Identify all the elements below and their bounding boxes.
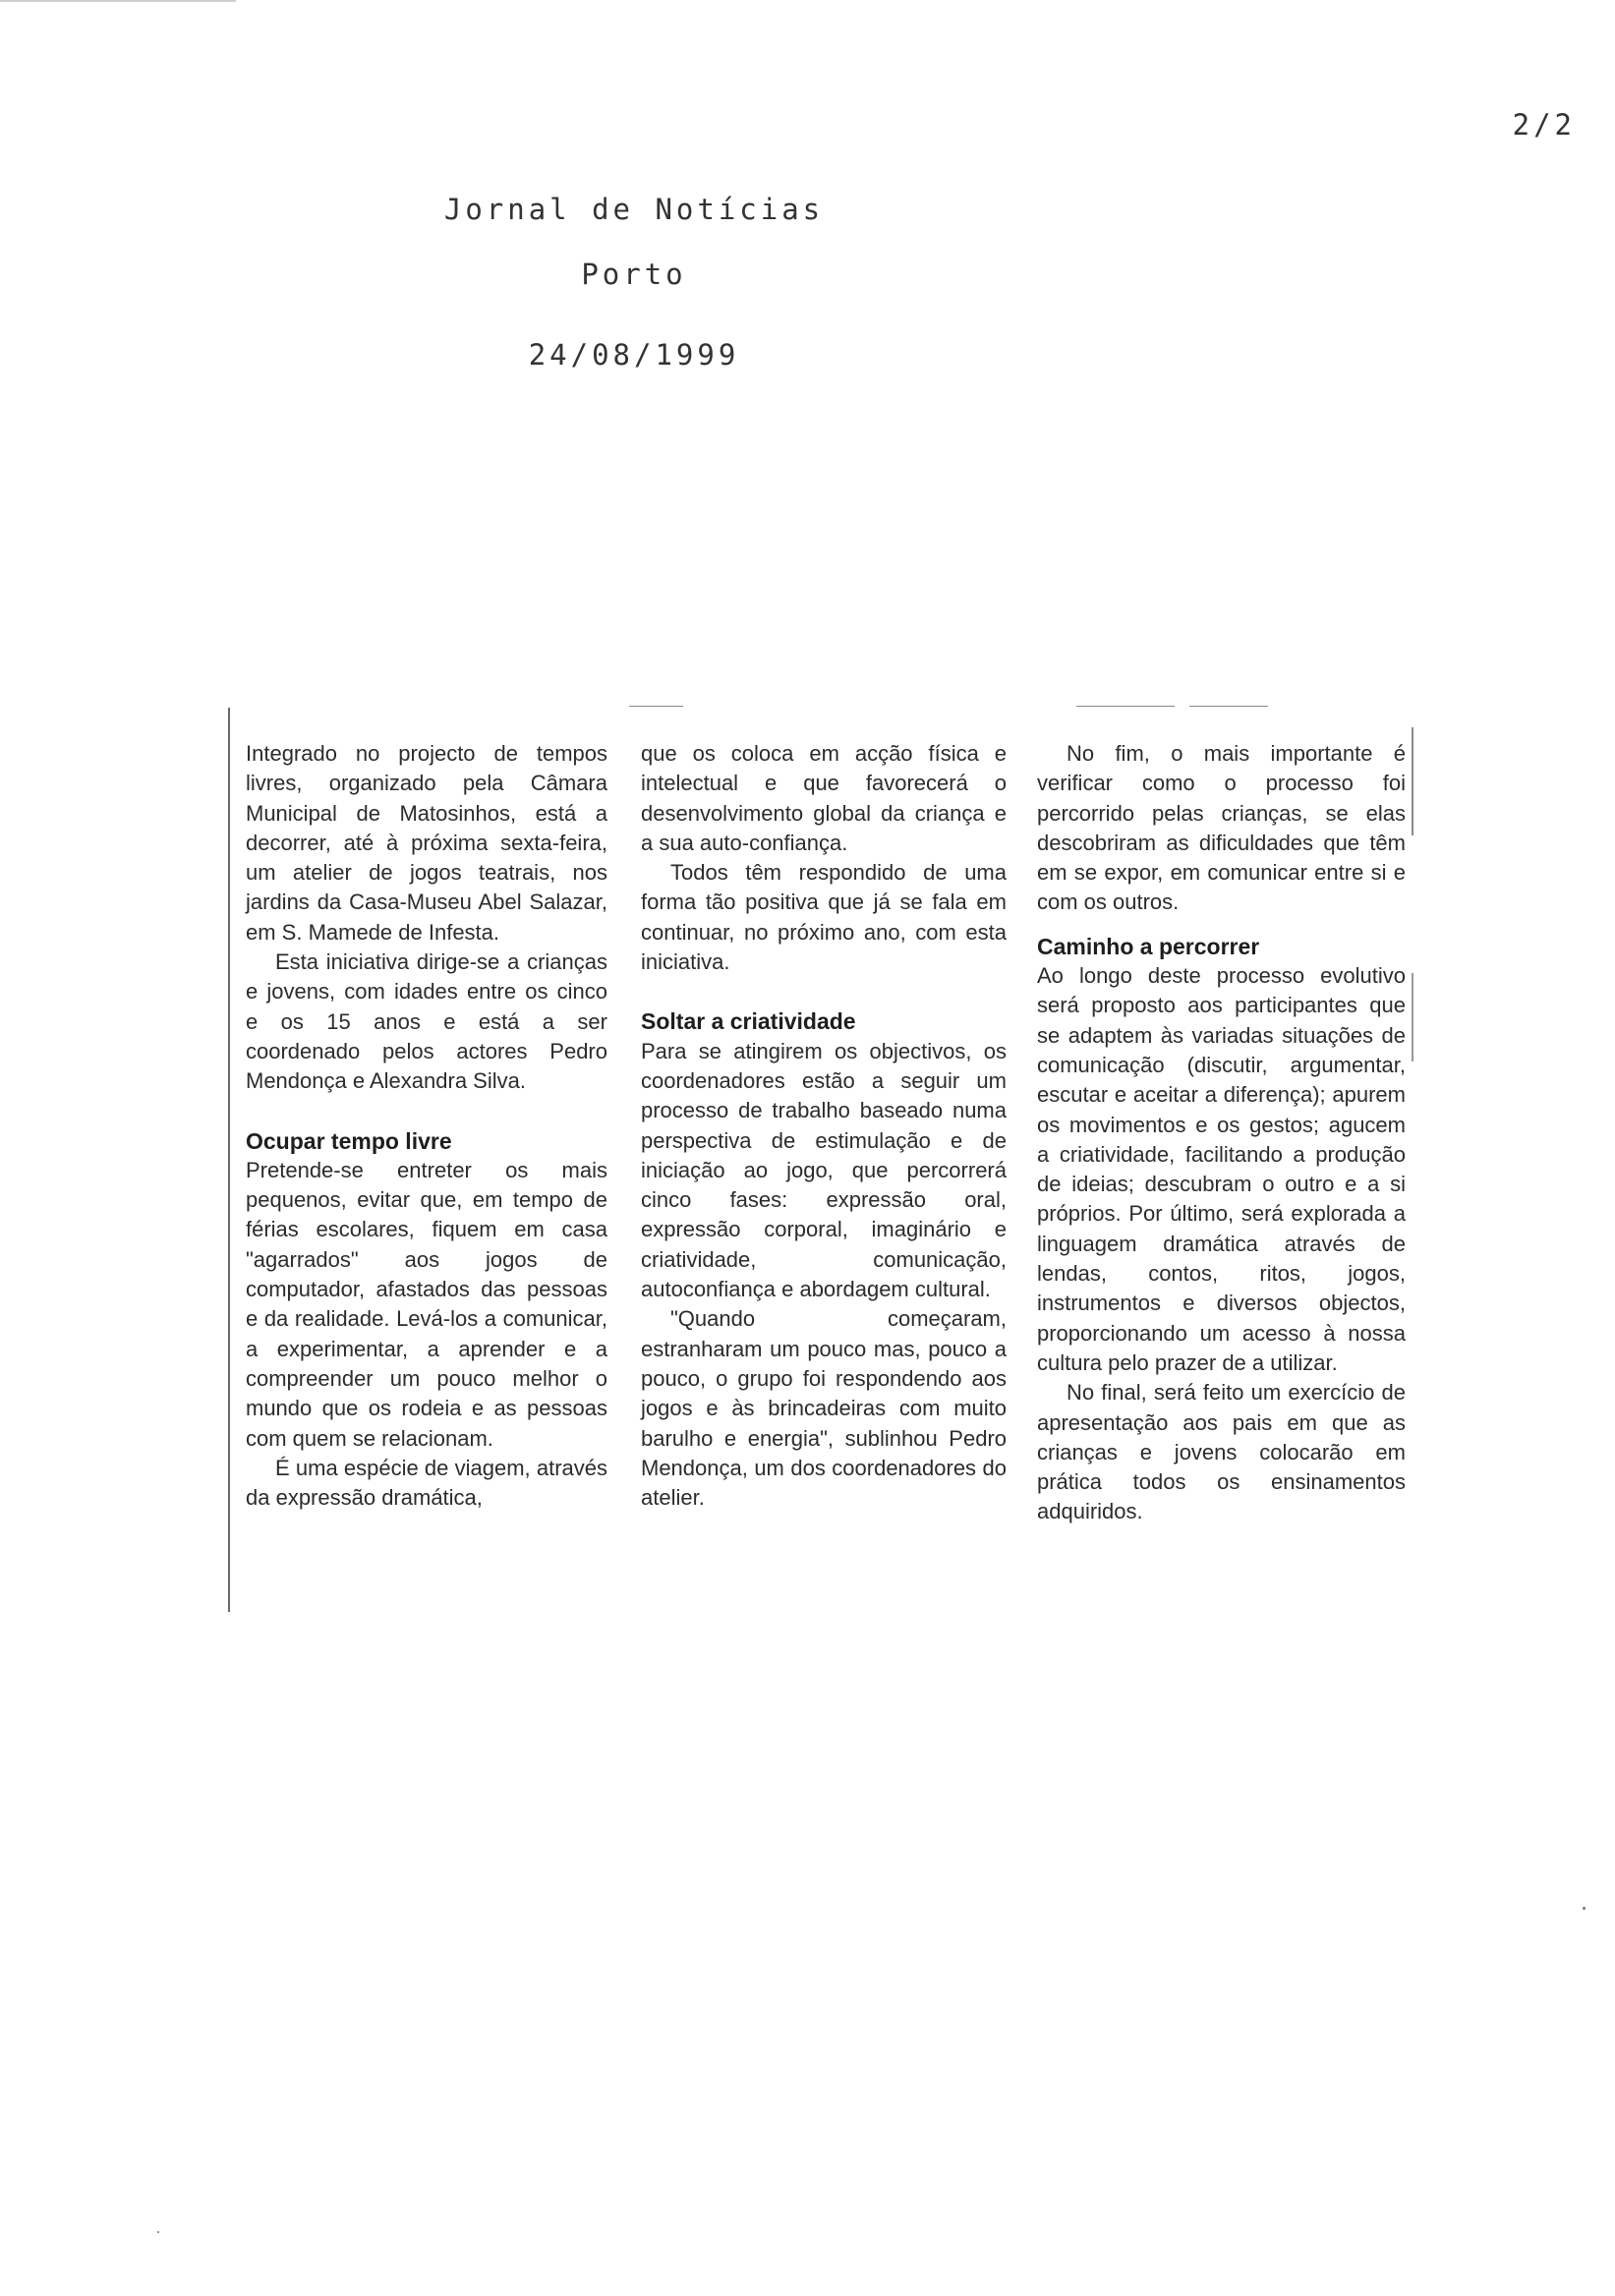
article-paragraph: No fim, o mais importante é verificar como o processo foi percorrido pelas crianças, se elas descobriram as dificuldades que têm em se expor, em comunicar entre si e com os outros.	[1037, 741, 1406, 915]
scan-speck	[157, 2231, 159, 2233]
article-column-3	[1037, 739, 1406, 1527]
section-heading: Ocupar tempo livre	[246, 1127, 452, 1154]
article-paragraph: "Quando começaram, estranharam um pouco mas, pouco a pouco, o grupo foi respondendo aos jogos e às brincadeiras com muito barulho e energia", sublinhou Pedro Mendonça, um dos coordenadores do atelier.	[641, 1306, 1007, 1511]
clipping-right-edge	[1412, 727, 1413, 835]
column-top-rule	[1189, 706, 1268, 707]
article-paragraph: É uma espécie de viagem, através da expressão dramática,	[246, 1455, 607, 1511]
article-paragraph: Ao longo deste processo evolutivo será proposto aos participantes que se adaptem às variadas situações de comunicação (discutir, argumentar, escutar e aceitar a diferença); apurem os movimentos e os gestos; agucem a criatividade, facilitando a produção de ideias; descubram o outro e a si próprios. Por último, será explorada a linguagem dramática através de lendas, contos, ritos, jogos, instrumentos e diversos objectos, proporcionando um acesso à nossa cultura pelo prazer de a utilizar.	[1037, 963, 1406, 1375]
publication-date: 24/08/1999	[528, 338, 740, 372]
clipping-left-edge	[228, 708, 230, 1612]
article-column-1	[246, 739, 607, 1513]
article-column-2	[641, 739, 1007, 1513]
section-heading: Caminho a percorrer	[1037, 933, 1260, 959]
article-paragraph: Pretende-se entreter os mais pequenos, evitar que, em tempo de férias escolares, fiquem em casa "agarrados" aos jogos de computador, afastados das pessoas e da realidade. Levá-los a comunicar, a experimentar, a aprender e a compreender um pouco melhor o mundo que os rodeia e as pessoas com quem se relacionam.	[246, 1157, 607, 1451]
article-paragraph: Para se atingirem os objectivos, os coordenadores estão a seguir um processo de trabalho baseado numa perspectiva de estimulação e de iniciação ao jogo, que percorrerá cinco fases: expressão oral, expressão corporal, imaginário e criatividade, comunicação, autoconfiança e abordagem cultural.	[641, 1038, 1007, 1302]
column-top-rule	[1076, 706, 1175, 707]
column-top-rule	[629, 706, 683, 707]
newspaper-title: Jornal de Notícias	[443, 193, 825, 226]
article-paragraph: No final, será feito um exercício de apresentação aos pais em que as crianças e jovens colocarão em prática todos os ensinamentos adquiridos.	[1037, 1380, 1406, 1524]
scan-speck	[1583, 1907, 1586, 1910]
newspaper-city: Porto	[581, 258, 687, 291]
clipping-right-edge-lower	[1412, 973, 1413, 1062]
section-heading: Soltar a criatividade	[641, 1008, 856, 1035]
article-paragraph: Integrado no projecto de tempos livres, organizado pela Câmara Municipal de Matosinhos, está a decorrer, até à próxima sexta-feira, um atelier de jogos teatrais, nos jardins da Casa-Museu Abel Salazar, em S. Mamede de Infesta.	[246, 741, 607, 945]
scan-edge-line	[0, 0, 236, 2]
page-number: 2/2	[1512, 108, 1576, 142]
article-paragraph: que os coloca em acção física e intelectual e que favorecerá o desenvolvimento global da criança e a sua auto-confiança.	[641, 741, 1007, 855]
article-paragraph: Esta iniciativa dirige-se a crianças e jovens, com idades entre os cinco e os 15 anos e está a ser coordenado pelos actores Pedro Mendonça e Alexandra Silva.	[246, 949, 607, 1094]
article-paragraph: Todos têm respondido de uma forma tão positiva que já se fala em continuar, no próximo ano, com esta iniciativa.	[641, 860, 1007, 975]
